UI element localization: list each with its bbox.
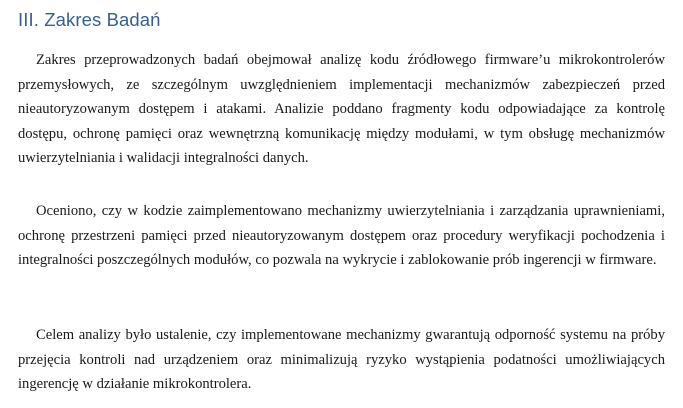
paragraph-scope: Zakres przeprowadzonych badań obejmował analizę kodu źródłowego firmware’u mikrokontrolerów przemysłowych, ze szczególnym uwzględnieniem implementacji mechanizmów zabezpieczeń przed nieautoryzowanym dostępem i atakami. Analizie poddano fragmenty kodu odpowiadające za kontrolę dostępu, ochronę pamięci oraz wewnętrzną komunikację między modułami, w tym obsługę mechanizmów uwierzytelniania i walidacji integralności danych. — [18, 52, 665, 166]
section-heading: III. Zakres Badań — [18, 9, 161, 30]
paragraph-goal: Celem analizy było ustalenie, czy implementowane mechanizmy gwarantują odporność systemu na próby przejęcia kontroli nad urządzeniem oraz minimalizują ryzyko wystąpienia podatności umożliwiających ingerencję w działanie mikrokontrolera. — [18, 327, 665, 392]
paragraph-assessment: Oceniono, czy w kodzie zaimplementowano mechanizmy uwierzytelniania i zarządzania uprawnieniami, ochronę przestrzeni pamięci przed nieautoryzowanym dostępem oraz procedury weryfikacji pochodzenia i integralności poszczególnych modułów, co pozwala na wykrycie i zablokowanie prób ingerencji w firmware. — [18, 203, 665, 268]
